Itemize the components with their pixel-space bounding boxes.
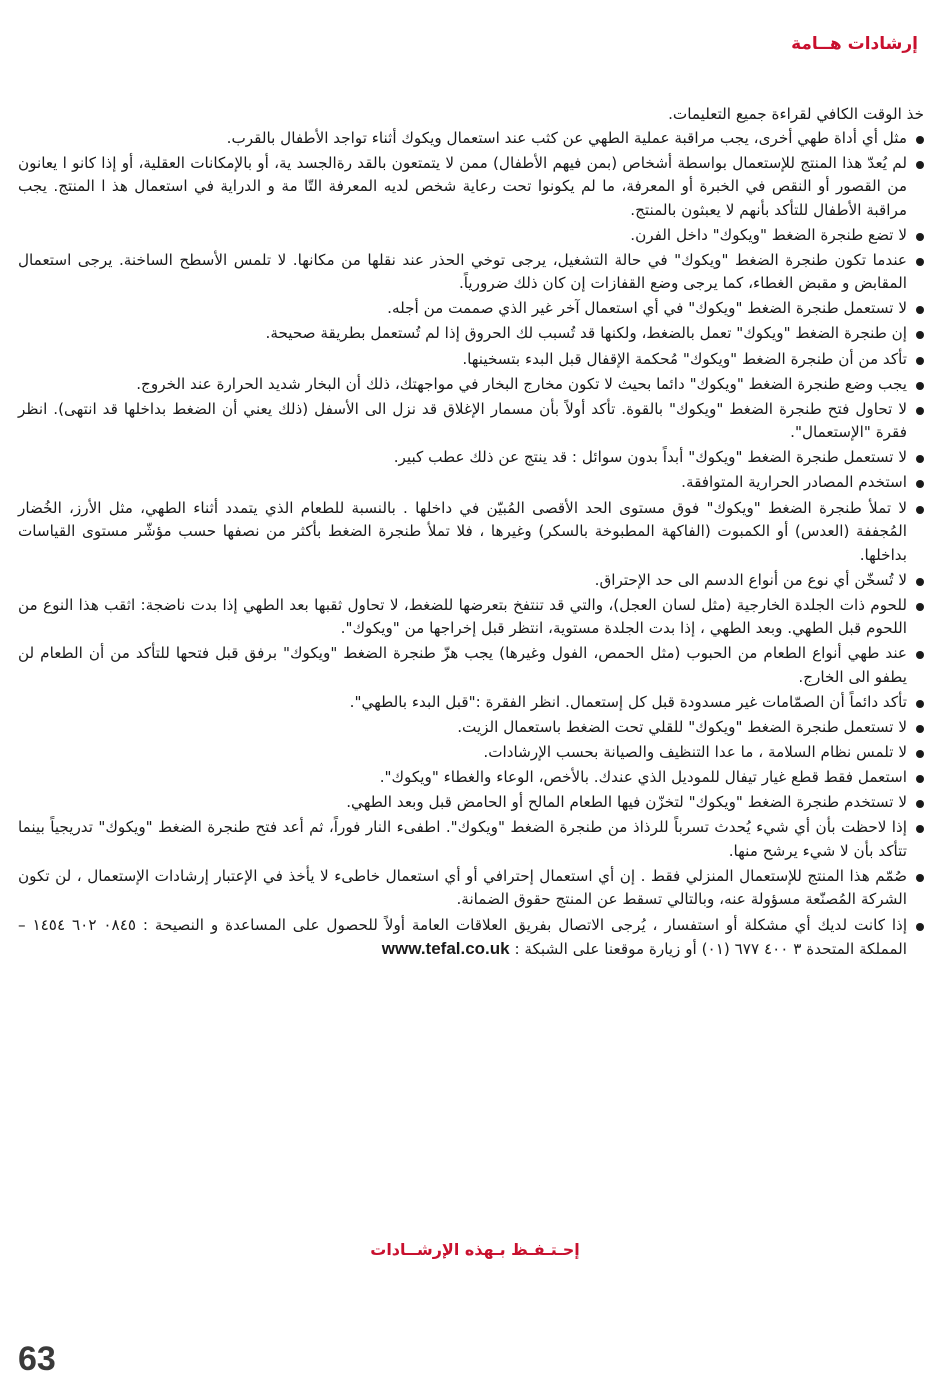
instruction-item: إذا لاحظت بأن أي شيء يُحدث تسرباً للرذاذ من طنجرة الضغط "ويكوك". اطفىء النار فوراً، ثم أعد فتح طنجرة الضغط "ويكوك" تدريجياً بينما تتأكد بأن لا شيء يرشح منها. bbox=[18, 816, 924, 863]
instruction-item: لا تملأ طنجرة الضغط "ويكوك" فوق مستوى الحد الأقصى المُبيّن في داخلها . بالنسبة للطعام الذي يتمدد أثناء الطهي، مثل الأرز، الخُضار المُجففة (العدس) أو الكمبوت (الفاكهة المطبوخة بالسكر) وغيرها ، فلا تملأ طنجرة الضغط بأكثر من نصفها حسب مؤشّر مستوى القياسات بداخلها. bbox=[18, 497, 924, 568]
contact-item bbox=[18, 914, 924, 962]
instruction-item: إن طنجرة الضغط "ويكوك" تعمل بالضغط، ولكنها قد تُسبب لك الحروق إذا لم تُستعمل بطريقة صحيحة. bbox=[18, 322, 924, 346]
instruction-item: تأكد دائماً أن الصمّامات غير مسدودة قبل كل إستعمال. انظر الفقرة :"قبل البدء بالطهي". bbox=[18, 691, 924, 715]
instructions-body bbox=[18, 103, 924, 963]
instruction-item: عندما تكون طنجرة الضغط "ويكوك" في حالة التشغيل، يرجى توخي الحذر عند نقلها من مكانها. لا تلمس الأسطح الساخنة. يرجى استعمال المقابض و مقبض الغطاء، كما يرجى وضع القفازات إن كان ذلك ضرورياً. bbox=[18, 249, 924, 296]
instruction-item: مثل أي أداة طهي أخرى، يجب مراقبة عملية الطهي عن كثب عند استعمال ويكوك أثناء تواجد الأطفال بالقرب. bbox=[18, 127, 924, 151]
instruction-item: تأكد من أن طنجرة الضغط "ويكوك" مُحكمة الإقفال قبل البدء بتسخينها. bbox=[18, 348, 924, 372]
instruction-item: لم يُعدّ هذا المنتج للإستعمال بواسطة أشخاص (بمن فيهم الأطفال) ممن لا يتمتعون بالقد رةالجسد ية، أو بالإمكانات العقلية، أو إذا كانو ا يعانون من القصور أو النقص في الخبرة أو المعرفة، ما لم يكونوا تحت رعاية شخص لديه المعرفة التّا مة و الدراية في استعمال هذ ا المنتج. يجب مراقبة الأطفال للتأكد بأنهم لا يعبثون بالمنتج. bbox=[18, 152, 924, 223]
instruction-item: لا تستعمل طنجرة الضغط "ويكوك" للقلي تحت الضغط باستعمال الزيت. bbox=[18, 716, 924, 740]
instruction-item: عند طهي أنواع الطعام من الحبوب (مثل الحمص، الفول وغيرها) يجب هزّ طنجرة الضغط "ويكوك" برفق قبل فتحها للتأكد من أن الطعام لن يطفو الى الخارج. bbox=[18, 642, 924, 689]
page-number: 63 bbox=[18, 1340, 56, 1378]
intro-text: خذ الوقت الكافي لقراءة جميع التعليمات. bbox=[668, 105, 924, 123]
instruction-item: لا تستعمل طنجرة الضغط "ويكوك" أبداً بدون سوائل : قد ينتج عن ذلك عطب كبير. bbox=[18, 446, 924, 470]
instruction-item: للحوم ذات الجلدة الخارجية (مثل لسان العجل)، والتي قد تنتفخ بتعرضها للضغط، لا تحاول ثقبها بعد الطهي إذا بدت ناضجة: اثقب هذا النوع من اللحوم قبل الطهي. وبعد الطهي ، إذا بدت الجلدة مستوية، انتظر قبل إخراجها من "ويكوك". bbox=[18, 594, 924, 641]
instruction-item: لا تستعمل طنجرة الضغط "ويكوك" في أي استعمال آخر غير الذي صممت من أجله. bbox=[18, 297, 924, 321]
keep-instructions-note: إحـتـفـظ بـهذه الإرشــادات bbox=[370, 1240, 580, 1259]
section-title: إرشادات هــامة bbox=[791, 34, 918, 54]
instruction-item: استخدم المصادر الحرارية المتوافقة. bbox=[18, 471, 924, 495]
instruction-item: لا تلمس نظام السلامة ، ما عدا التنظيف والصيانة بحسب الإرشادات. bbox=[18, 741, 924, 765]
instruction-item: لا تضع طنجرة الضغط "ويكوك" داخل الفرن. bbox=[18, 224, 924, 248]
website-link[interactable]: www.tefal.co.uk bbox=[381, 939, 510, 959]
instruction-item: استعمل فقط قطع غيار تيفال للموديل الذي عندك. بالأخص، الوعاء والغطاء "ويكوك". bbox=[18, 766, 924, 790]
instruction-item: صُمّم هذا المنتج للإستعمال المنزلي فقط . إن أي استعمال إحترافي أو أي استعمال خاطىء لا يأخذ في الإعتبار إرشادات الإستعمال ، لن تكون الشركة المُصنّعة مسؤولة عنه، وبالتالي تسقط عن المنتج حقوق الضمانة. bbox=[18, 865, 924, 912]
instruction-item: يجب وضع طنجرة الضغط "ويكوك" دائما بحيث لا تكون مخارج البخار في مواجهتك، ذلك أن البخار شديد الحرارة عند الخروج. bbox=[18, 373, 924, 397]
contact-text: إذا كانت لديك أي مشكلة أو استفسار ، يُرجى الاتصال بفريق العلاقات العامة أولاً للحصول على المساعدة و النصيحة : ٠٨٤٥ ٦٠٢ ١٤٥٤ – المملكة المتحدة ٣ ٤٠٠ ٦٧٧ (٠١) أو زيارة موقعنا على الشبكة : bbox=[18, 915, 908, 959]
instruction-item: لا تحاول فتح طنجرة الضغط "ويكوك" بالقوة. تأكد أولاً بأن مسمار الإغلاق قد نزل الى الأسفل (ذلك يعني أن الضغط بداخلها قد انتهى). انظر فقرة "الإستعمال". bbox=[18, 398, 924, 445]
instruction-item: لا تستخدم طنجرة الضغط "ويكوك" لتخزّن فيها الطعام المالح أو الحامض قبل وبعد الطهي. bbox=[18, 791, 924, 815]
instruction-item: لا تُسخّن أي نوع من أنواع الدسم الى حد الإحتراق. bbox=[18, 569, 924, 593]
instructions-list bbox=[18, 127, 924, 962]
